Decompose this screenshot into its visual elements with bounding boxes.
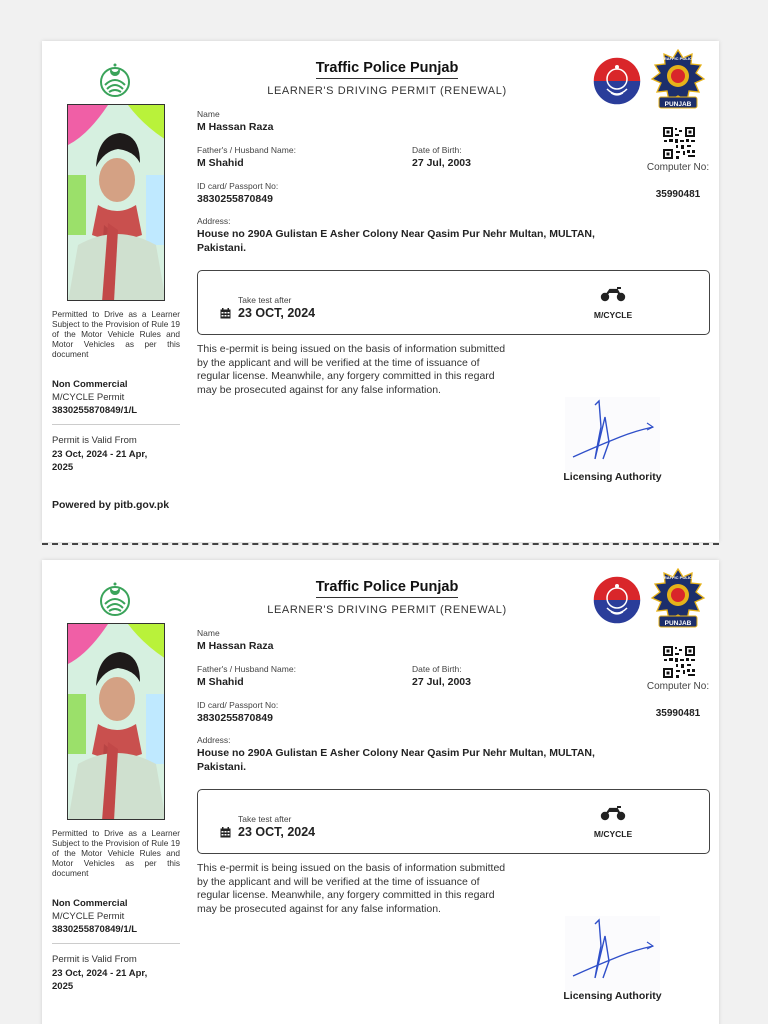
name-label: Name	[197, 109, 220, 119]
punjab-govt-logo-icon	[95, 578, 135, 618]
dob-label: Date of Birth:	[412, 664, 462, 674]
dob-value: 27 Jul, 2003	[412, 157, 471, 169]
badge-top-text: TRAFFIC POLICE	[661, 575, 695, 580]
header-title-wrap	[242, 578, 532, 598]
disclaimer-note: This e-permit is being issued on the basis of information submitted by the applicant and will be verified at the time of issuance of regular license. Meanwhile, any forgery committed in this regard may be prosecuted against for any false information.	[197, 343, 506, 396]
computer-no-value: 35990481	[655, 189, 701, 200]
id-label: ID card/ Passport No:	[197, 700, 279, 710]
test-label: Take test after	[238, 295, 292, 305]
vehicle-label: M/CYCLE	[593, 829, 633, 839]
father-label: Father's / Husband Name:	[197, 145, 296, 155]
punjab-govt-logo-icon	[95, 59, 135, 99]
permit-conditions-text: Permitted to Drive as a Learner Subject to the Provision of Rule 19 of the Motor Vehicle Rules and Motor Vehicles as per this document	[52, 828, 180, 878]
qr-code-icon	[662, 126, 696, 160]
permit-number: 3830255870849/1/L	[52, 924, 138, 935]
id-value: 3830255870849	[197, 193, 273, 205]
applicant-photo	[67, 623, 165, 820]
police-emblem-icon	[591, 574, 643, 626]
permit-subtitle: LEARNER'S DRIVING PERMIT (RENEWAL)	[267, 604, 507, 616]
permit-number: 3830255870849/1/L	[52, 405, 138, 416]
name-label: Name	[197, 628, 220, 638]
permit-card-bottom	[42, 560, 719, 1024]
page-title: Traffic Police Punjab	[316, 579, 459, 598]
address-value: House no 290A Gulistan E Asher Colony Near Qasim Pur Nehr Multan, MULTAN, Pakistani.	[197, 747, 595, 773]
test-date: 23 OCT, 2024	[238, 825, 316, 839]
address-value: House no 290A Gulistan E Asher Colony Near Qasim Pur Nehr Multan, MULTAN, Pakistani.	[197, 228, 595, 254]
name-value: M Hassan Raza	[197, 640, 274, 652]
licensing-authority-label: Licensing Authority	[563, 990, 662, 1002]
badge-top-text: TRAFFIC POLICE	[661, 56, 695, 61]
vehicle-label: M/CYCLE	[593, 310, 633, 320]
permit-type: M/CYCLE Permit	[52, 911, 125, 922]
signature-image	[565, 397, 660, 472]
badge-bottom-text: PUNJAB	[664, 101, 692, 108]
badge-bottom-text: PUNJAB	[664, 620, 692, 627]
validity-label: Permit is Valid From	[52, 435, 137, 446]
validity-range: 23 Oct, 2024 - 21 Apr, 2025	[52, 449, 148, 473]
header-title-wrap	[242, 59, 532, 79]
signature-image	[565, 916, 660, 991]
permit-type: M/CYCLE Permit	[52, 392, 125, 403]
test-date: 23 OCT, 2024	[238, 306, 316, 320]
validity-label: Permit is Valid From	[52, 954, 137, 965]
motorcycle-icon	[600, 286, 626, 302]
calendar-icon	[220, 827, 231, 838]
left-divider	[52, 424, 180, 425]
applicant-photo	[67, 104, 165, 301]
validity-range: 23 Oct, 2024 - 21 Apr, 2025	[52, 968, 148, 992]
permit-category: Non Commercial	[52, 379, 128, 390]
licensing-authority-label: Licensing Authority	[563, 471, 662, 483]
cut-line-divider	[42, 543, 719, 545]
id-label: ID card/ Passport No:	[197, 181, 279, 191]
computer-no-label: Computer No:	[646, 162, 710, 173]
name-value: M Hassan Raza	[197, 121, 274, 133]
father-value: M Shahid	[197, 157, 244, 169]
traffic-police-badge-icon	[650, 568, 706, 630]
id-value: 3830255870849	[197, 712, 273, 724]
permit-category: Non Commercial	[52, 898, 128, 909]
disclaimer-note: This e-permit is being issued on the basis of information submitted by the applicant and will be verified at the time of issuance of regular license. Meanwhile, any forgery committed in this regard may be prosecuted against for any false information.	[197, 862, 506, 915]
page-title: Traffic Police Punjab	[316, 60, 459, 79]
test-label: Take test after	[238, 814, 292, 824]
powered-by-text: Powered by pitb.gov.pk	[52, 499, 170, 511]
motorcycle-icon	[600, 805, 626, 821]
father-label: Father's / Husband Name:	[197, 664, 296, 674]
computer-no-label: Computer No:	[646, 681, 710, 692]
permit-card-top	[42, 41, 719, 542]
calendar-icon	[220, 308, 231, 319]
traffic-police-badge-icon	[650, 49, 706, 111]
dob-label: Date of Birth:	[412, 145, 462, 155]
father-value: M Shahid	[197, 676, 244, 688]
police-emblem-icon	[591, 55, 643, 107]
address-label: Address:	[197, 735, 231, 745]
left-divider	[52, 943, 180, 944]
permit-subtitle: LEARNER'S DRIVING PERMIT (RENEWAL)	[267, 85, 507, 97]
computer-no-value: 35990481	[655, 708, 701, 719]
qr-code-icon	[662, 645, 696, 679]
permit-conditions-text: Permitted to Drive as a Learner Subject to the Provision of Rule 19 of the Motor Vehicle Rules and Motor Vehicles as per this document	[52, 309, 180, 359]
dob-value: 27 Jul, 2003	[412, 676, 471, 688]
address-label: Address:	[197, 216, 231, 226]
